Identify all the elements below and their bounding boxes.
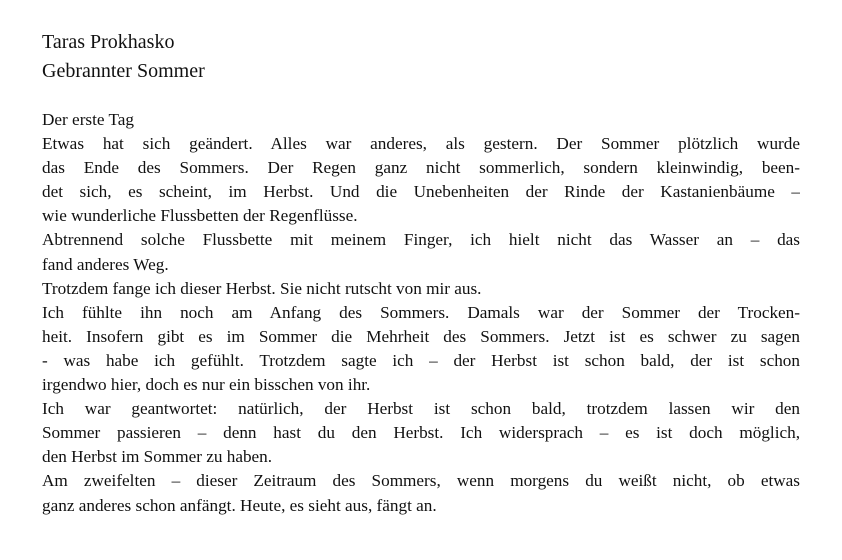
text-line: Ich fühlte ihn noch am Anfang des Sommers. Damals war der Sommer der Trocken- [42, 302, 800, 322]
text-line: heit. Insofern gibt es im Sommer die Mehrheit des Sommers. Jetzt ist es schwer zu sagen [42, 326, 800, 346]
text-line: wie wunderliche Flussbetten der Regenflüsse. [42, 206, 358, 226]
text-line: Trotzdem fange ich dieser Herbst. Sie nicht rutscht von mir aus. [42, 278, 482, 298]
chapter-heading: Der erste Tag [42, 110, 135, 129]
text-line: irgendwo hier, doch es nur ein bisschen von ihr. [42, 375, 371, 395]
text-line: fand anderes Weg. [42, 254, 169, 274]
text-line: Etwas hat sich geändert. Alles war anderes, als gestern. Der Sommer plötzlich wurde [42, 134, 800, 154]
text-line: - was habe ich gefühlt. Trotzdem sagte ich – der Herbst ist schon bald, der ist schon [42, 350, 800, 370]
text-line: den Herbst im Sommer zu haben. [42, 447, 273, 467]
author-name: Taras Prokhasko [42, 31, 175, 53]
text-line: Am zweifelten – dieser Zeitraum des Sommers, wenn morgens du weißt nicht, ob etwas [42, 471, 800, 491]
document-body [42, 108, 800, 518]
text-line: det sich, es scheint, im Herbst. Und die Unebenheiten der Rinde der Kastanienbäume – [42, 182, 800, 202]
text-line: Ich war geantwortet: natürlich, der Herbst ist schon bald, trotzdem lassen wir den [42, 399, 800, 419]
document-header [42, 28, 800, 86]
text-line: Abtrennend solche Flussbette mit meinem Finger, ich hielt nicht das Wasser an – das [42, 230, 800, 250]
text-line: ganz anderes schon anfängt. Heute, es sieht aus, fängt an. [42, 495, 437, 515]
text-line: Sommer passieren – denn hast du den Herbst. Ich widersprach – es ist doch möglich, [42, 423, 800, 443]
book-title: Gebrannter Sommer [42, 60, 205, 82]
text-line: das Ende des Sommers. Der Regen ganz nicht sommerlich, sondern kleinwindig, been- [42, 158, 800, 178]
